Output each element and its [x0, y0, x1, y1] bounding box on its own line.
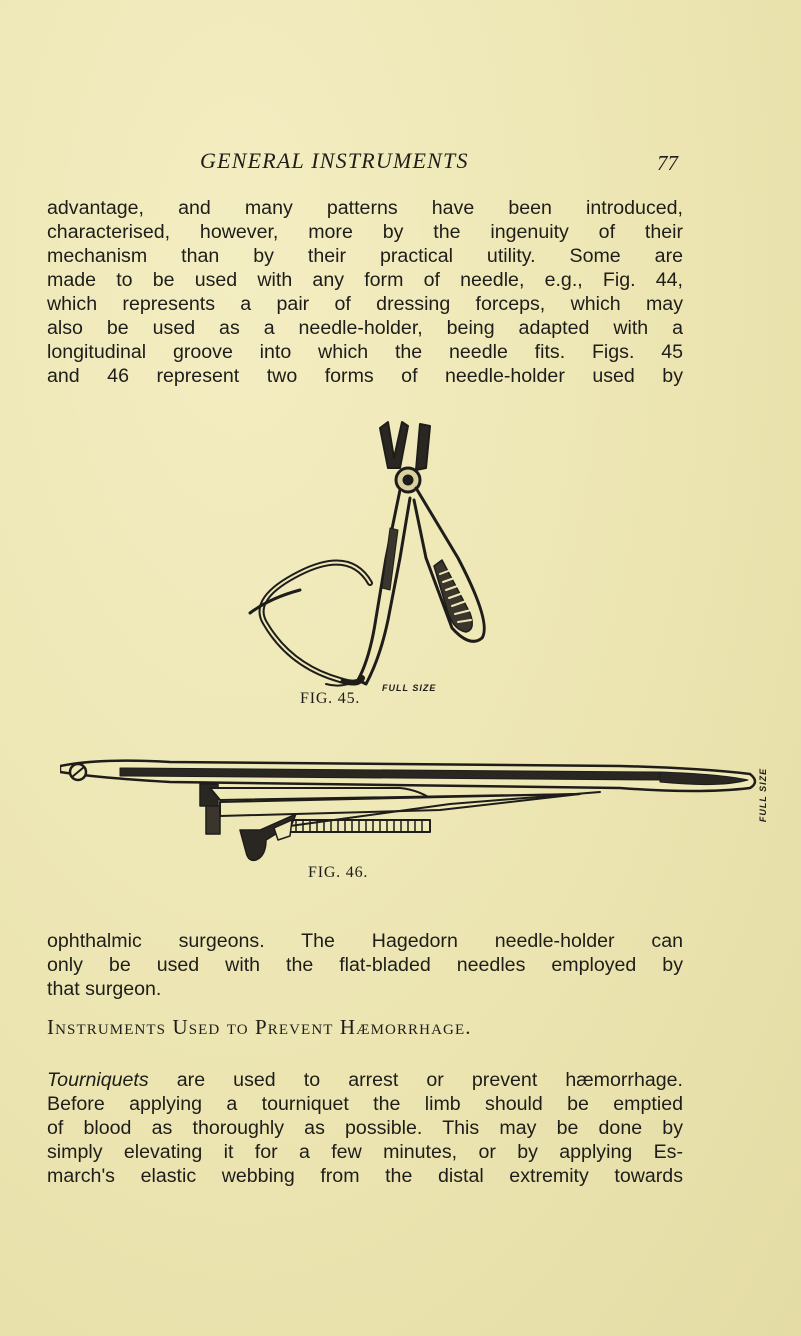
full-size-label: FULL SIZE [382, 683, 437, 693]
italic-term: Tourniquets [47, 1069, 149, 1091]
text-line: Before applying a tourniquet the limb should be emptied [47, 1093, 683, 1115]
text-line: longitudinal groove into which the needle fits. Figs. 45 [47, 341, 683, 363]
figure-46-caption: FIG. 46. [308, 864, 369, 881]
text-line: simply elevating it for a few minutes, or by applying Es- [47, 1141, 683, 1163]
section-heading: Instruments Used to Prevent Hæmorrhage. [47, 1015, 472, 1039]
text-line: which represents a pair of dressing forceps, which may [47, 293, 683, 315]
text-line: also be used as a needle-holder, being adapted with a [47, 317, 683, 339]
text-line: characterised, however, more by the ingenuity of their [47, 221, 683, 243]
text-line: of blood as thoroughly as possible. This may be done by [47, 1117, 683, 1139]
full-size-label: FULL SIZE [758, 767, 768, 823]
text-line: advantage, and many patterns have been introduced, [47, 197, 683, 219]
text-line: only be used with the flat-bladed needles employed by [47, 954, 683, 976]
paragraph-intro [47, 196, 683, 388]
text-line: that surgeon. [47, 978, 162, 1000]
text-line: and 46 represent two forms of needle-holder used by [47, 365, 683, 387]
figure-45-caption: FIG. 45. [300, 690, 361, 707]
text-line: ophthalmic surgeons. The Hagedorn needle-holder can [47, 930, 683, 952]
running-title: GENERAL INSTRUMENTS [200, 148, 469, 173]
needle-holder-scissors-illustration [230, 408, 520, 698]
text-line: mechanism than by their practical utility. Some are [47, 245, 683, 267]
text-line: made to be used with any form of needle, e.g., Fig. 44, [47, 269, 683, 291]
text-line: march's elastic webbing from the distal extremity towards [47, 1165, 683, 1187]
paragraph-tourniquets [47, 1068, 683, 1188]
needle-holder-long-illustration [60, 744, 760, 862]
text-line-rest: are used to arrest or prevent hæmorrhage. [148, 1069, 683, 1091]
page-header [0, 148, 801, 178]
paragraph-hagedorn [47, 929, 683, 1001]
text-line [47, 1068, 683, 1092]
page-number: 77 [657, 151, 678, 175]
